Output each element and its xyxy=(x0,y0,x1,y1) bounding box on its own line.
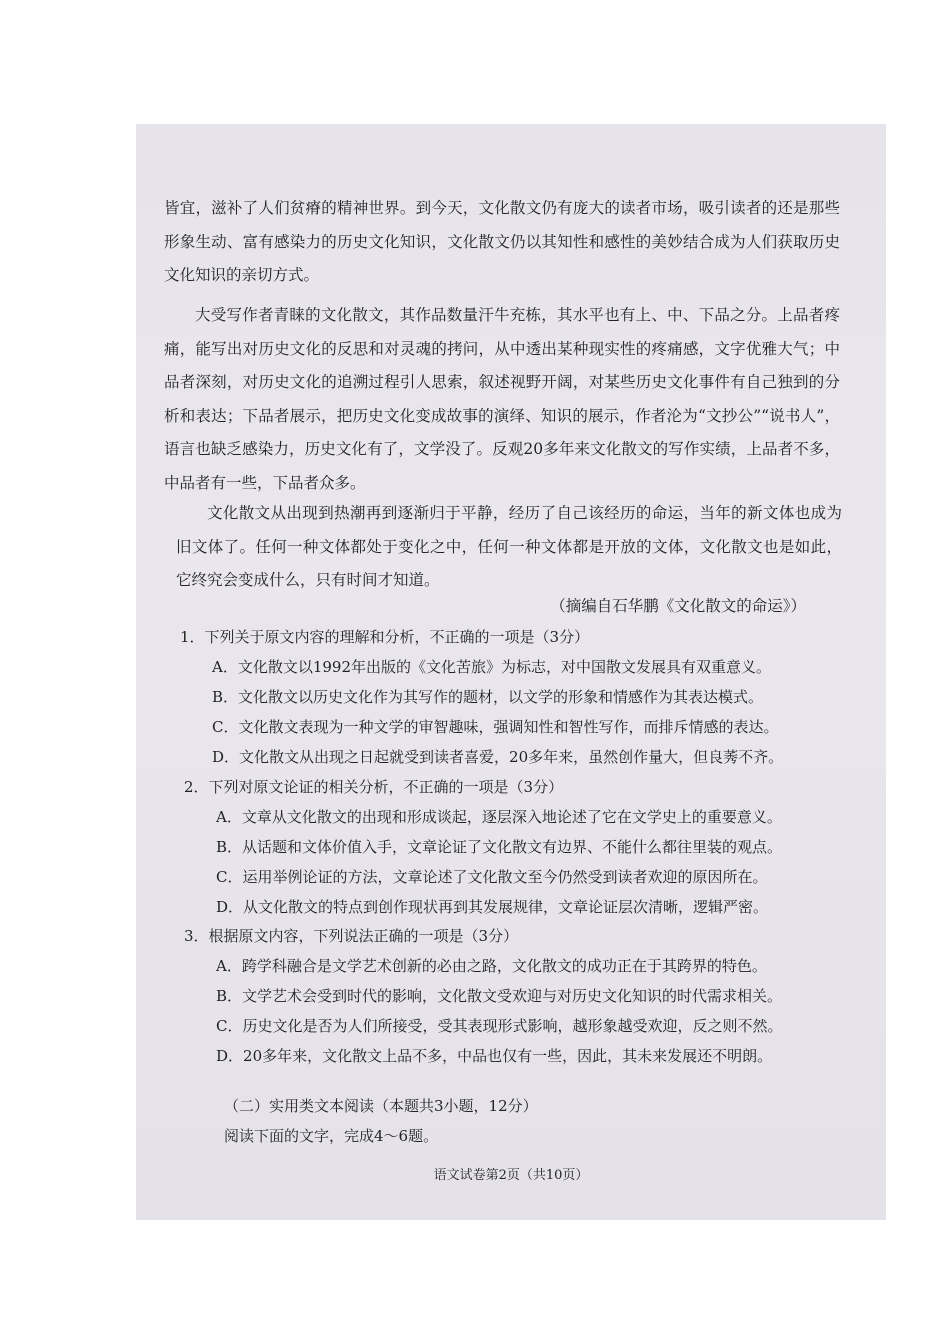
passage-paragraph-1: 皆宜，滋补了人们贫瘠的精神世界。到今天，文化散文仍有庞大的读者市场，吸引读者的还是那些形象生动、富有感染力的历史文化知识，文化散文仍以其知性和感性的美妙结合成为人们获取历史文化知识的亲切方式。 xyxy=(164,199,840,284)
question-3-option-c: C．历史文化是否为人们所接受，受其表现形式影响，越形象越受欢迎，反之则不然。 xyxy=(216,1017,783,1035)
question-3 xyxy=(184,921,834,1071)
question-3-stem: 3．根据原文内容，下列说法正确的一项是（3分） xyxy=(184,927,519,945)
question-1-option-b: B．文化散文以历史文化作为其写作的题材，以文学的形象和情感作为其表达模式。 xyxy=(212,688,764,706)
question-2-option-a: A．文章从文化散文的出现和形成谈起，逐层深入地论述了它在文学史上的重要意义。 xyxy=(216,808,782,826)
passage-paragraph-2: 大受写作者青睐的文化散文，其作品数量汗牛充栋，其水平也有上、中、下品之分。上品者疼痛，能写出对历史文化的反思和对灵魂的拷问，从中透出某种现实性的疼痛感，文字优雅大气；中品者深刻，对历史文化的追溯过程引人思索，叙述视野开阔，对某些历史文化事件有自己独到的分析和表达；下品者展示，把历史文化变成故事的演绎、知识的展示，作者沦为“文抄公”“说书人”，语言也缺乏感染力，历史文化有了，文学没了。反观20多年来文化散文的写作实绩，上品者不多，中品者有一些，下品者众多。 xyxy=(164,306,840,492)
question-2 xyxy=(184,772,834,922)
question-1-stem: 1．下列关于原文内容的理解和分析，不正确的一项是（3分） xyxy=(180,628,590,646)
question-1-option-c: C．文化散文表现为一种文学的审智趣味，强调知性和智性写作，而排斥情感的表达。 xyxy=(212,718,779,736)
section-heading: （二）实用类文本阅读（本题共3小题，12分） xyxy=(224,1097,538,1115)
exam-page xyxy=(136,124,886,1220)
question-2-stem: 2．下列对原文论证的相关分析，不正确的一项是（3分） xyxy=(184,778,564,796)
question-2-option-b: B．从话题和文体价值入手，文章论证了文化散文有边界、不能什么都往里装的观点。 xyxy=(216,838,783,856)
question-1-option-a: A．文化散文以1992年出版的《文化苦旅》为标志，对中国散文发展具有双重意义。 xyxy=(212,658,772,676)
question-3-option-d: D．20多年来，文化散文上品不多，中品也仅有一些，因此，其未来发展还不明朗。 xyxy=(216,1047,773,1065)
page-footer: 语文试卷第2页（共10页） xyxy=(433,1168,589,1183)
question-3-option-a: A．跨学科融合是文学艺术创新的必由之路，文化散文的成功正在于其跨界的特色。 xyxy=(216,957,767,975)
question-1 xyxy=(180,622,830,772)
question-2-option-c: C．运用举例论证的方法，文章论述了文化散文至今仍然受到读者欢迎的原因所在。 xyxy=(216,868,768,886)
section-instruction: 阅读下面的文字，完成4～6题。 xyxy=(224,1127,439,1145)
question-3-option-b: B．文学艺术会受到时代的影响，文化散文受欢迎与对历史文化知识的时代需求相关。 xyxy=(216,987,783,1005)
passage-source: （摘编自石华鹏《文化散文的命运》） xyxy=(550,597,806,615)
question-2-option-d: D．从文化散文的特点到创作现状再到其发展规律，文章论证层次清晰，逻辑严密。 xyxy=(216,898,769,916)
passage-paragraph-3: 文化散文从出现到热潮再到逐渐归于平静，经历了自己该经历的命运，当年的新文体也成为旧文体了。任何一种文体都处于变化之中，任何一种文体都是开放的文体，文化散文也是如此，它终究会变成什么，只有时间才知道。 xyxy=(176,504,842,589)
question-1-option-d: D．文化散文从出现之日起就受到读者喜爱，20多年来，虽然创作量大，但良莠不齐。 xyxy=(212,748,784,766)
